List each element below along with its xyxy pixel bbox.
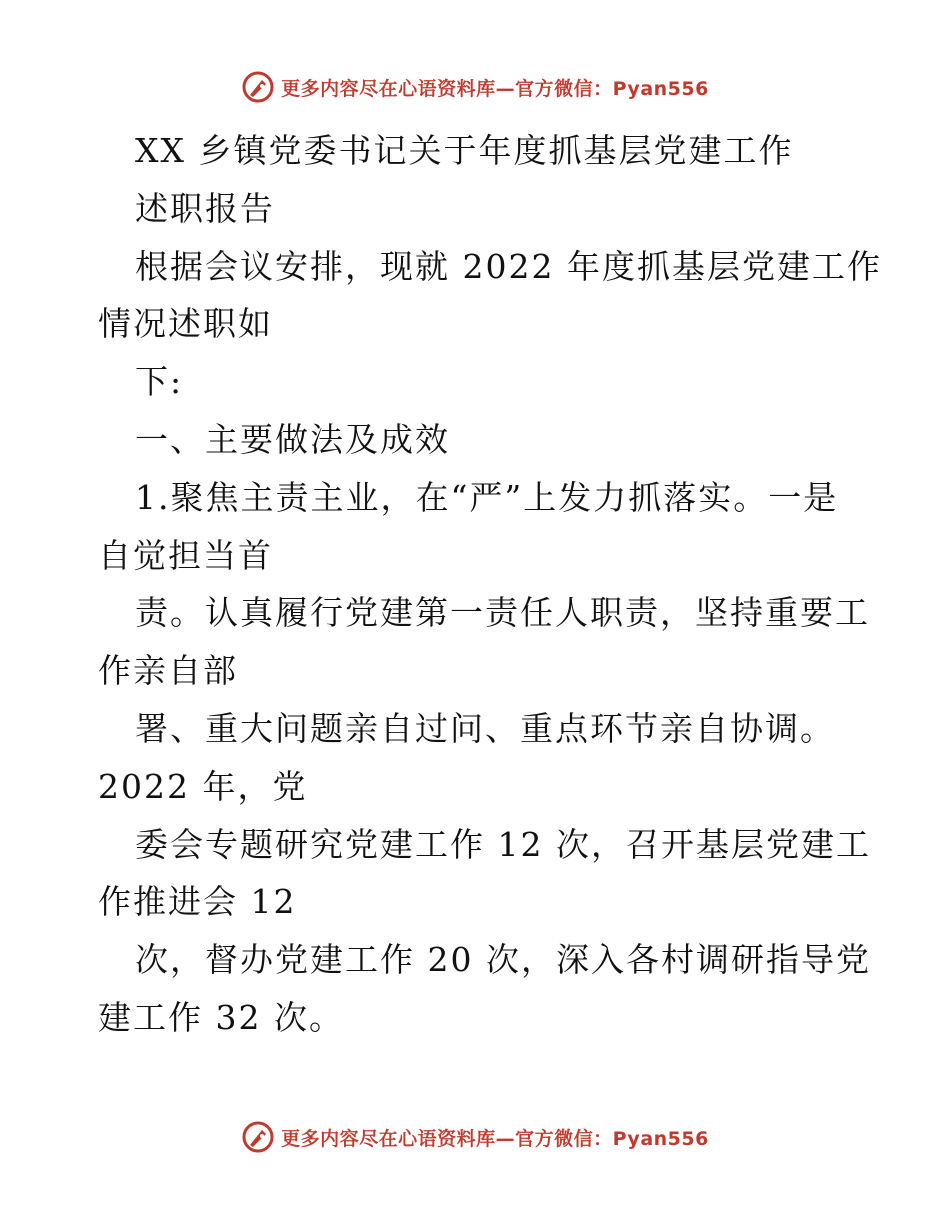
header-watermark-banner <box>0 70 950 104</box>
doc-title-line-1: XX 乡镇党委书记关于年度抓基层党建工作 <box>135 131 794 170</box>
paragraph-line: 根据会议安排，现就 2022 年度抓基层党建工作 <box>135 246 882 286</box>
paragraph-line: 建工作 32 次。 <box>98 997 344 1037</box>
pen-nib-logo-icon <box>241 1120 275 1154</box>
paragraph-line: 自觉担当首 <box>98 535 273 575</box>
header-watermark-text: 更多内容尽在心语资料库—官方微信：Pyan556 <box>281 77 709 100</box>
footer-watermark-banner <box>0 1120 950 1154</box>
paragraph-line: 下: <box>135 362 184 402</box>
pen-nib-logo-icon <box>241 70 275 104</box>
paragraph-line: 情况述职如 <box>98 304 273 344</box>
paragraph-line: 作推进会 12 <box>98 882 297 922</box>
paragraph-line: 作亲自部 <box>98 651 238 691</box>
paragraph-line: 责。认真履行党建第一责任人职责，坚持重要工 <box>135 593 870 633</box>
footer-watermark-text: 更多内容尽在心语资料库—官方微信：Pyan556 <box>281 1127 709 1150</box>
paragraph-line: 2022 年，党 <box>98 766 308 806</box>
paragraph-line: 委会专题研究党建工作 12 次，召开基层党建工 <box>135 824 871 864</box>
paragraph-line: 署、重大问题亲自过问、重点环节亲自协调。 <box>135 708 835 748</box>
paragraph-line: 1.聚焦主责主业，在“严”上发力抓落实。一是 <box>135 477 839 517</box>
section-heading: 一、主要做法及成效 <box>135 419 450 459</box>
document-body <box>98 122 882 1047</box>
doc-title-line-2: 述职报告 <box>135 188 275 228</box>
paragraph-line: 次，督办党建工作 20 次，深入各村调研指导党 <box>135 940 871 980</box>
